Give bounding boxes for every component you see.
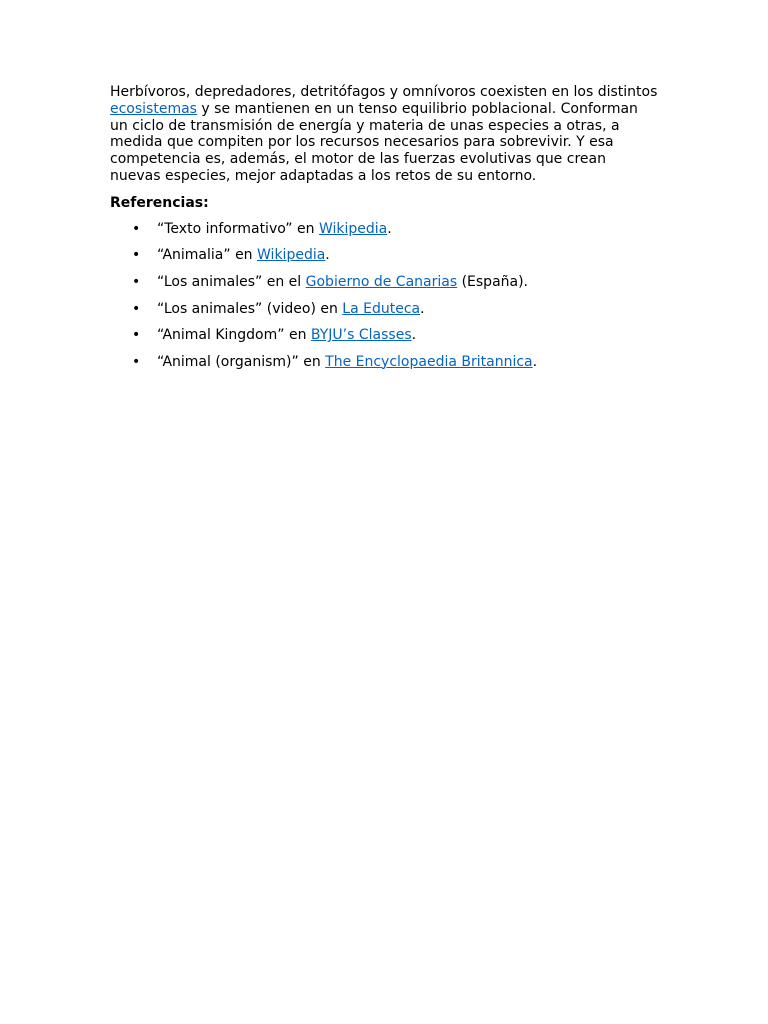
reference-item [110,353,660,380]
reference-text: “Texto informativo” en [157,220,319,237]
bullet-icon: • [132,300,141,317]
document-page [110,84,660,379]
references-heading: Referencias: [110,194,209,211]
reference-suffix: . [420,300,425,317]
references-list [110,220,660,380]
bullet-icon: • [132,353,141,370]
reference-link-wikipedia[interactable]: Wikipedia [318,220,388,237]
reference-link-gobierno-de-canarias[interactable]: Gobierno de Canarias [305,273,458,290]
reference-item [110,326,660,353]
reference-link-wikipedia[interactable]: Wikipedia [257,247,326,264]
reference-text: “Los animales” en el [157,273,306,290]
ecosistemas-link[interactable]: ecosistemas [110,100,197,117]
bullet-icon: • [132,220,141,237]
reference-suffix: (España). [457,273,529,290]
reference-suffix: . [532,353,538,370]
reference-text: “Animal Kingdom” en [157,327,311,344]
reference-text: “Los animales” (video) en [157,300,343,317]
reference-suffix: . [411,327,417,344]
reference-item [110,246,660,273]
paragraph-text-end: y se mantienen en un tenso equilibrio poblacional. Conforman un ciclo de transmisión de energía y materia de unas especies a otras, a medida que compiten por los recursos necesarios para sobrevivir. Y esa competencia es, además, el motor de las fuerzas evolutivas que crean nuevas especies, mejor adaptadas a los retos de su entorno. [110,100,638,184]
reference-text: “Animalia” en [157,247,258,264]
reference-link-la-eduteca[interactable]: La Eduteca [342,300,421,317]
bullet-icon: • [132,273,141,290]
paragraph-text-start: Herbívoros, depredadores, detritófagos y omnívoros coexisten en los distintos [110,84,658,100]
bullet-icon: • [132,327,141,344]
reference-suffix: . [325,247,330,264]
reference-suffix: . [387,220,392,237]
reference-item [110,300,660,327]
reference-link-byjus-classes[interactable]: BYJU’s Classes [310,327,412,344]
reference-item [110,273,660,300]
reference-text: “Animal (organism)” en [157,353,326,370]
reference-item [110,220,660,247]
reference-link-britannica[interactable]: The Encyclopaedia Britannica [325,353,533,370]
body-paragraph [110,84,660,185]
bullet-icon: • [132,247,141,264]
